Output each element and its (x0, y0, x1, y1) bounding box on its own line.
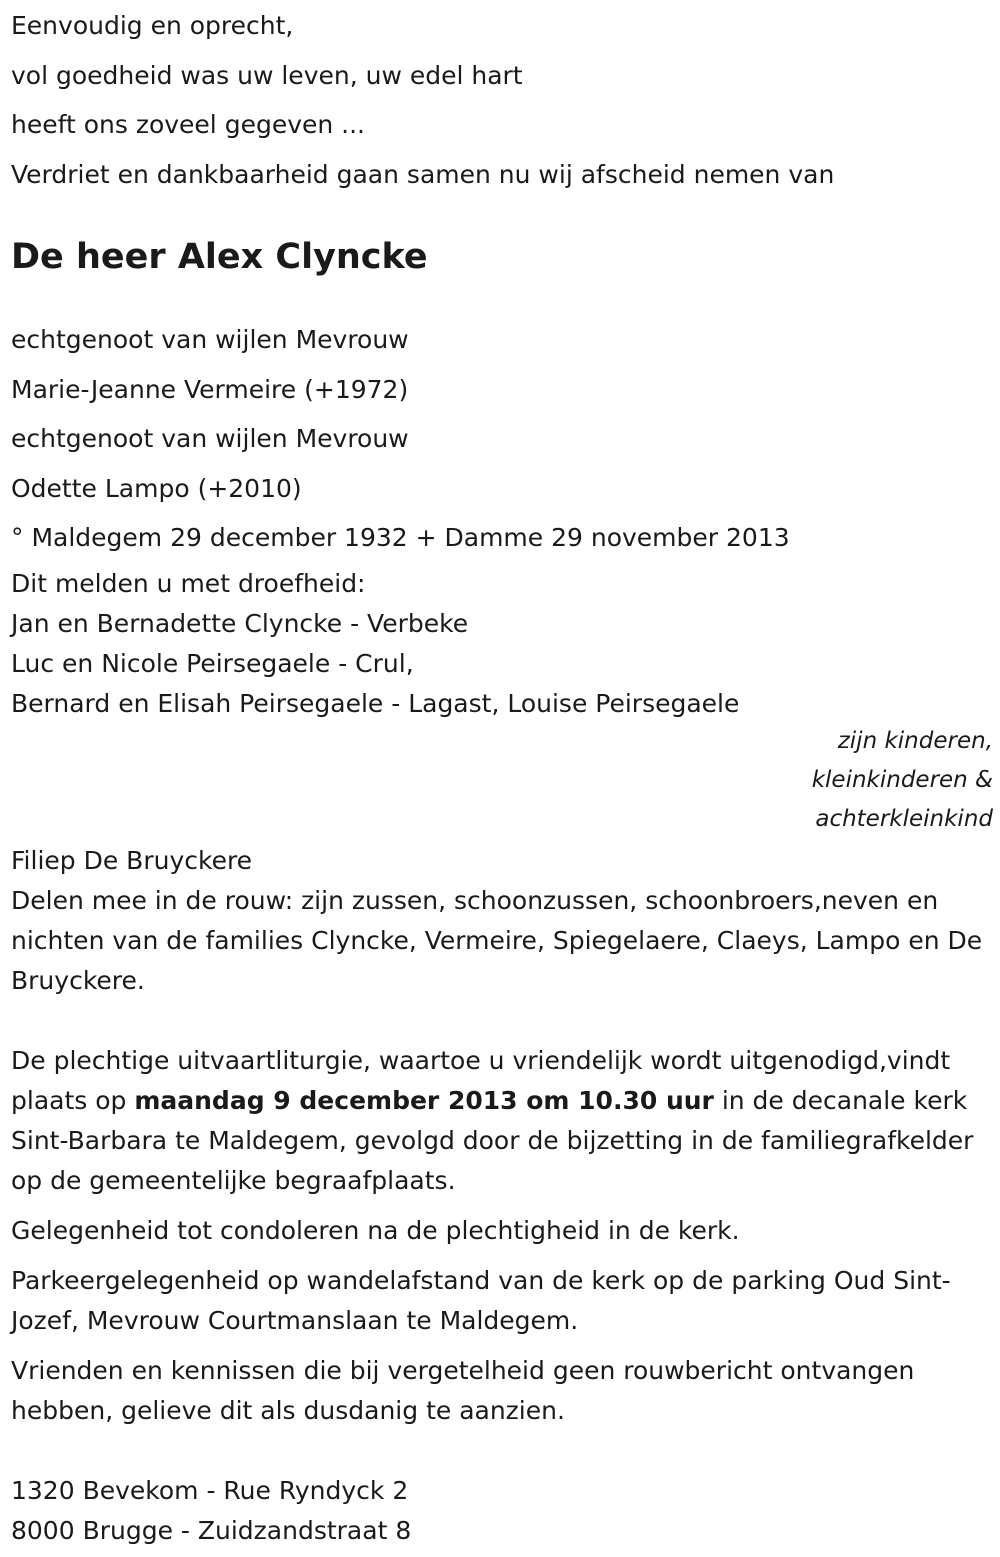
announcement-intro: Dit melden u met droefheid: (11, 569, 366, 598)
notice-text: Vrienden en kennissen die bij vergetelheid geen rouwbericht ontvangen hebben, gelieve dit als dusdanig te aanzien. (11, 1356, 915, 1425)
role-line: kleinkinderen & (811, 767, 993, 793)
funeral-date: maandag 9 december 2013 om 10.30 uur (134, 1086, 714, 1115)
obituary-document (11, 0, 993, 1551)
poem-line: vol goedheid was uw leven, uw edel hart (11, 60, 523, 90)
poem-line: Verdriet en dankbaarheid gaan samen nu wij afscheid nemen van (11, 159, 835, 189)
poem-line: Eenvoudig en oprecht, (11, 11, 294, 40)
family-list (11, 564, 993, 724)
role-line: zijn kinderen, (837, 728, 993, 754)
funeral-text-after: in de decanale kerk Sint-Barbara te Maldegem, gevolgd door de bijzetting in de familiegrafkelder op de gemeentelijke begraafplaats. (11, 1086, 974, 1195)
poem-line: heeft ons zoveel gegeven ... (11, 110, 366, 139)
address-line: 1320 Bevekom - Rue Ryndyck 2 (11, 1476, 409, 1505)
spouse-line: Odette Lampo (+2010) (11, 473, 302, 503)
poem (11, 6, 993, 204)
condolences-text: Gelegenheid tot condoleren na de plechtigheid in de kerk. (11, 1216, 740, 1245)
family-line: Luc en Nicole Peirsegaele - Crul, (11, 649, 414, 678)
funeral-text-before: De plechtige uitvaartliturgie, waartoe u vriendelijk wordt uitgenodigd,vindt plaats op (11, 1046, 951, 1115)
family-line: Jan en Bernadette Clyncke - Verbeke (11, 609, 469, 638)
other-family-member: Filiep De Bruyckere (11, 846, 253, 875)
spouse-line: Marie-Jeanne Vermeire (+1972) (11, 374, 409, 404)
addresses (11, 1471, 993, 1551)
address-line: 8000 Brugge - Zuidzandstraat 8 (11, 1516, 412, 1545)
family-role (11, 722, 993, 839)
spouse-line: echtgenoot van wijlen Mevrouw (11, 325, 409, 354)
shared-grief-text: Delen mee in de rouw: zijn zussen, schoonzussen, schoonbroers,neven en nichten van de families Clyncke, Vermeire, Spiegelaere, Claeys, Lampo en De Bruyckere. (11, 886, 983, 995)
spouses (11, 320, 993, 518)
spouse-line: echtgenoot van wijlen Mevrouw (11, 424, 409, 453)
role-line: achterkleinkind (815, 806, 993, 832)
birth-death-dates: ° Maldegem 29 december 1932 + Damme 29 november 2013 (11, 523, 790, 552)
parking-text: Parkeergelegenheid op wandelafstand van de kerk op de parking Oud Sint-Jozef, Mevrouw Courtmanslaan te Maldegem. (11, 1266, 951, 1335)
family-line: Bernard en Elisah Peirsegaele - Lagast, Louise Peirsegaele (11, 689, 740, 718)
deceased-name: De heer Alex Clyncke (11, 237, 428, 277)
funeral-text (11, 1041, 993, 1201)
